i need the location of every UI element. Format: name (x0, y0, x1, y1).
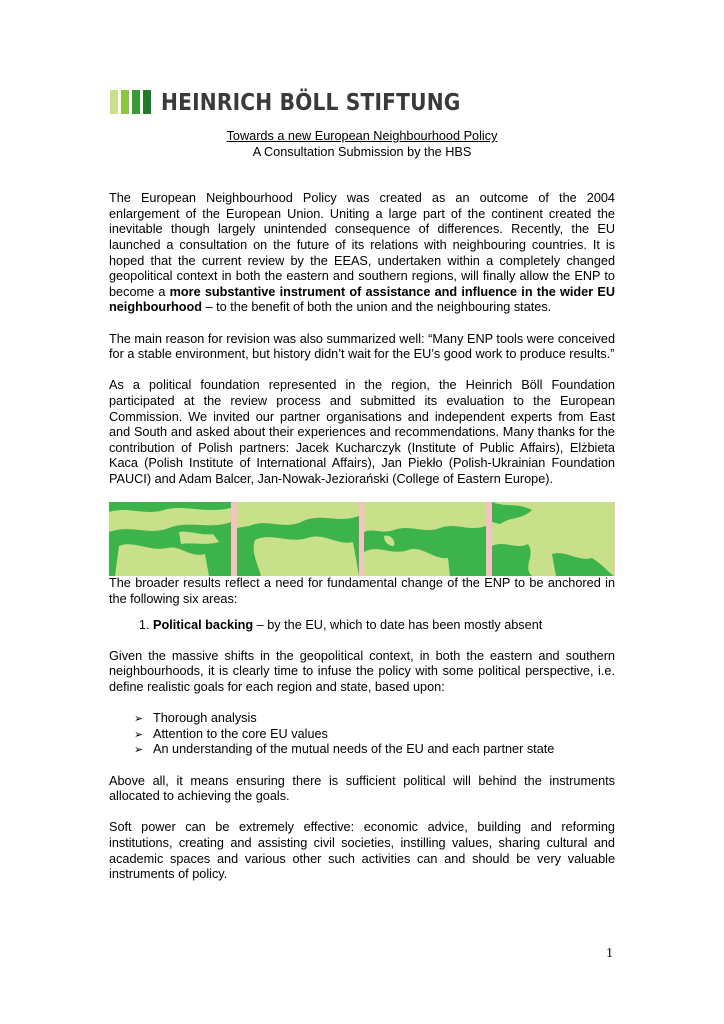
map-banner-image (109, 502, 615, 576)
list-item: ➢ Thorough analysis (134, 711, 257, 726)
title-line-2: A Consultation Submission by the HBS (252, 144, 472, 159)
logo-mark-icon (110, 90, 151, 114)
paragraph-5: Given the massive shifts in the geopolitical context, in both the eastern and southern neighbourhoods, it is clearly time to infuse the policy with some political perspective, i.e. define realistic goals for each region and state, based upon: (109, 648, 615, 695)
paragraph-1: The European Neighbourhood Policy was created as an outcome of the 2004 enlargement of the European Union. Uniting a large part of the continent created the inevitable though largely unintended consequence of differences. Recently, the EU launched a consultation on the future of its relations with neighbouring countries. It is hoped that the current review by the EEAS, undertaken within a completely changed geopolitical context in both the eastern and southern regions, will finally allow the ENP to become a more substantive instrument of assistance and influence in the wider EU neighbourhood – to the benefit of both the union and the neighbouring states. (109, 191, 615, 315)
map-panel-3 (364, 502, 488, 576)
map-panel-1 (109, 502, 233, 576)
arrow-bullet-icon: ➢ (134, 712, 144, 726)
paragraph-4: The broader results reflect a need for fundamental change of the ENP to be anchored in the following six areas: (109, 576, 615, 607)
paragraph-3: As a political foundation represented in the region, the Heinrich Böll Foundation participated at the review process and submitted its evaluation to the European Commission. We invited our partner organisations and independent experts from East and South and asked about their experiences and recommendations. Many thanks for the contribution of Polish partners: Jacek Kucharczyk (Institute of Public Affairs), Elżbieta Kaca (Polish Institute of International Affairs), Jan Piekło (Polish-Ukrainian Foundation PAUCI) and Adam Balcer, Jan-Nowak-Jeziorański (College of Eastern Europe). (109, 378, 615, 486)
numbered-list (109, 618, 615, 634)
list-item: 1. Political backing – by the EU, which to date has been mostly absent (153, 618, 615, 634)
title-line-1: Towards a new European Neighbourhood Policy (226, 129, 498, 143)
list-item: ➢ Attention to the core EU values (134, 726, 328, 741)
paragraph-6: Above all, it means ensuring there is sufficient political will behind the instruments allocated to achieving the goals. (109, 773, 615, 804)
document-body (109, 125, 615, 883)
logo-text: HEINRICH BÖLL STIFTUNG (161, 88, 461, 116)
arrow-bullet-icon: ➢ (134, 727, 144, 741)
page-number: 1 (606, 946, 613, 961)
logo (110, 88, 509, 116)
document-title (109, 129, 615, 160)
paragraph-2: The main reason for revision was also summarized well: “Many ENP tools were conceived for a stable environment, but history didn’t wait for the EU’s good work to produce results.” (109, 331, 615, 362)
list-item: ➢ An understanding of the mutual needs of the EU and each partner state (134, 742, 555, 757)
bullet-list (109, 711, 615, 758)
map-panel-4 (492, 502, 616, 576)
map-panel-2 (237, 502, 361, 576)
paragraph-7: Soft power can be extremely effective: economic advice, building and reforming institutions, creating and assisting civil societies, instilling values, sharing cultural and academic spaces and various other such activities can and should be very valuable instruments of policy. (109, 820, 615, 882)
arrow-bullet-icon: ➢ (134, 743, 144, 757)
